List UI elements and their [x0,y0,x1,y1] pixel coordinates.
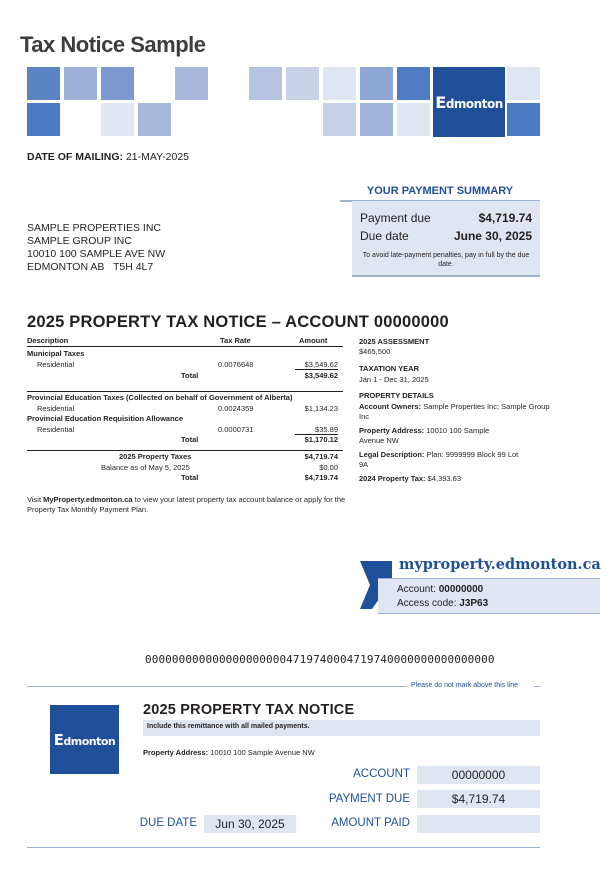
banner-tile [507,67,540,100]
col-amount: Amount [299,336,328,345]
address-line: 10010 100 SAMPLE AVE NW [27,248,166,260]
table-row [27,473,343,483]
row-rate: 0.0076648 [218,360,254,369]
property-details-title: PROPERTY DETAILS [359,391,434,400]
divider [27,450,343,451]
divider [295,369,338,370]
divider [27,391,343,392]
table-row [27,349,343,359]
table-row [27,393,343,403]
myproperty-link[interactable]: MyProperty.edmonton.ca [43,495,133,504]
banner-tile [323,103,356,136]
due-date-label: Due date [360,229,409,243]
edmonton-logo [433,67,505,137]
table-row [27,452,343,462]
row-rate: 0.0024359 [218,404,254,413]
mailing-address [27,222,165,274]
banner-tile [27,67,60,100]
table-row [27,404,343,414]
account-label: ACCOUNT [353,768,410,780]
banner-tile [249,67,282,100]
account-field: 00000000 [417,766,540,784]
prior-property-tax: 2024 Property Tax: $4,393.63 [359,474,462,483]
payment-summary [352,201,540,277]
total-label: Total [181,435,199,444]
summary-label: Balance as of May 5, 2025 [101,463,190,472]
payment-due-field: $4,719.74 [417,790,540,808]
remittance-heading: 2025 PROPERTY TAX NOTICE [143,702,355,718]
payment-summary-title: YOUR PAYMENT SUMMARY [340,185,540,202]
account-number: Account: 00000000 [397,584,484,595]
due-date-row [360,229,532,243]
municipal-title: Municipal Taxes [27,349,85,358]
visit-message: Visit MyProperty.edmonton.ca to view your latest property tax account balance or apply for the Property Tax Monthly Payment Plan. [27,495,346,514]
due-date-field: Jun 30, 2025 [204,815,296,833]
taxation-year-value: Jan 1 - Dec 31, 2025 [359,375,429,384]
col-description: Description [27,336,69,345]
banner-tile [101,103,134,136]
due-date-label: DUE DATE [139,817,197,829]
table-row [27,435,343,445]
payment-due-label: PAYMENT DUE [328,793,410,805]
banner-tile [27,103,60,136]
banner-tile [507,103,540,136]
summary-amount: $0.00 [319,463,338,472]
summary-amount: $4,719.74 [304,452,338,461]
row-amount: $3,549.62 [304,360,338,369]
banner-tile [323,67,356,100]
row-rate: 0.0000731 [218,425,254,434]
total-label: Total [181,371,199,380]
cut-line [27,686,407,687]
assessment-title: 2025 ASSESSMENT [359,337,430,346]
amount-paid-label: AMOUNT PAID [331,817,410,829]
amount-paid-field[interactable] [417,815,540,833]
edmonton-logo [50,705,119,774]
banner-tile [397,67,430,100]
payment-due-value: $4,719.74 [478,211,532,225]
remittance-address: Property Address: 10010 100 Sample Avenue NW [143,748,315,757]
property-address: Property Address: 10010 100 Sample Avenue NW [359,426,490,445]
banner-tile [64,67,97,100]
date-of-mailing: DATE OF MAILING: 21-MAY-2025 [27,151,190,163]
banner-tile [101,67,134,100]
banner-tile [175,67,208,100]
remittance-instruction: Include this remittance with all mailed payments. [143,720,540,736]
assessment-value: $465,500 [359,347,391,356]
row-amount: $1,134.23 [304,404,338,413]
row-label: Residential [37,404,75,413]
taxation-year-title: TAXATION YEAR [359,364,420,373]
payment-due-row [360,211,532,225]
total-amount: $4,719.74 [304,473,338,482]
edmonton-logo-text: Edmonton [53,730,116,749]
account-owners: Account Owners: Sample Properties Inc; Sample Group Inc [359,402,550,421]
address-line: SAMPLE PROPERTIES INC [27,222,162,234]
late-payment-note: To avoid late-payment penalties, pay in full by the due date. [362,252,530,268]
total-amount: $1,170.12 [304,435,338,444]
banner-tile [360,103,393,136]
row-label: Residential [37,425,75,434]
page-title: Tax Notice Sample [20,32,206,57]
payment-due-label: Payment due [360,211,431,225]
legal-description: Legal Description: Plan: 9999999 Block 99 Lot 9A [359,450,519,469]
divider [27,847,540,848]
table-row [27,414,343,424]
summary-label: 2025 Property Taxes [119,452,192,461]
banner-tile [286,67,319,100]
address-line: EDMONTON AB T5H 4L7 [27,261,154,273]
myproperty-credentials [378,578,600,614]
col-tax-rate: Tax Rate [220,336,251,345]
cut-line-text: Please do not mark above this line [411,682,519,689]
table-row [27,371,343,381]
table-row [27,463,343,473]
address-line: SAMPLE GROUP INC [27,235,132,247]
total-label: Total [181,473,199,482]
table-header [27,336,343,346]
requisition-title: Provincial Education Requisition Allowance [27,414,183,423]
divider [27,346,343,347]
myproperty-url[interactable]: myproperty.edmonton.ca [399,556,601,573]
banner-tile [397,103,430,136]
banner-tile [138,103,171,136]
total-amount: $3,549.62 [304,371,338,380]
banner-tile [360,67,393,100]
due-date-value: June 30, 2025 [453,229,532,243]
ocr-scan-line: 0000000000000000000004719740004719740000000000000000 [145,653,495,666]
cut-line [534,686,540,687]
access-code: Access code: J3P63 [397,598,489,609]
row-amount: $35.89 [315,425,338,434]
notice-heading: 2025 PROPERTY TAX NOTICE – ACCOUNT 00000000 [27,313,449,331]
provincial-title: Provincial Education Taxes (Collected on behalf of Government of Alberta) [27,393,293,402]
row-label: Residential [37,360,75,369]
edmonton-logo-text: Edmonton [435,92,503,112]
